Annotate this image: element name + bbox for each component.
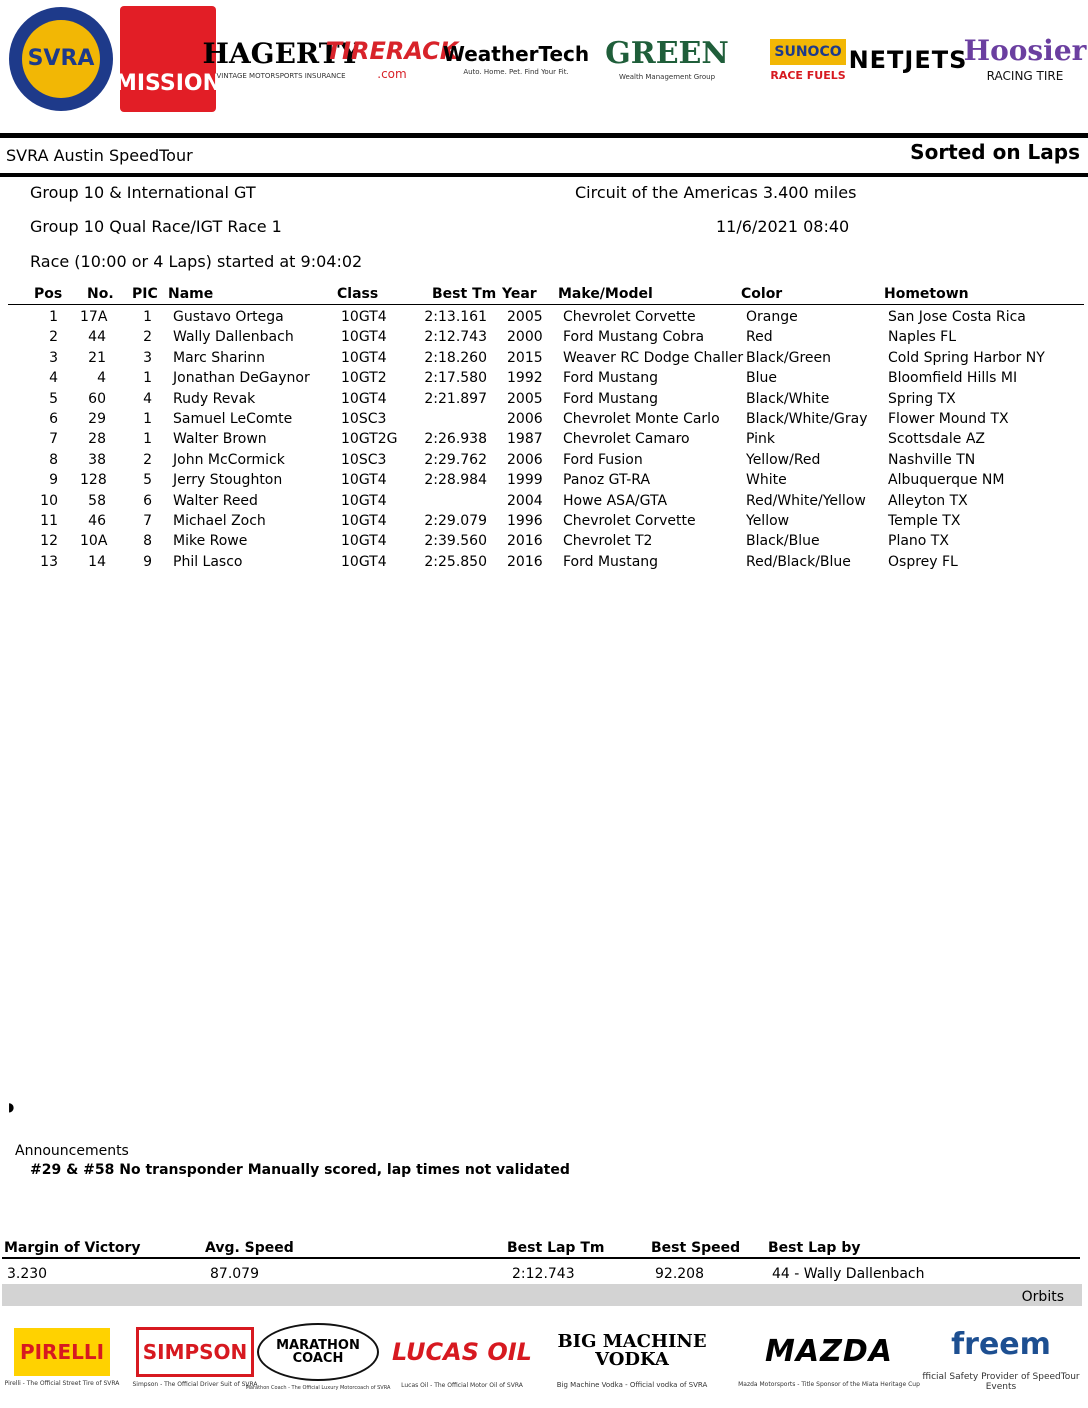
sunoco-logo-text: SUNOCO <box>770 39 845 65</box>
best-lap-by-value: 44 - Wally Dallenbach <box>772 1266 925 1282</box>
announcements-text: #29 & #58 No transponder Manually scored, lap times not validated <box>30 1162 570 1178</box>
netjets-logo-text: NETJETS <box>848 46 968 74</box>
session-datetime: 11/6/2021 08:40 <box>716 217 850 236</box>
cell-year: 2016 <box>507 533 543 550</box>
cell-name: Michael Zoch <box>173 513 266 529</box>
cell-pic: 7 <box>143 513 152 529</box>
cell-make: Chevrolet Camaro <box>563 431 690 448</box>
mission-logo-text: MISSION <box>114 71 222 96</box>
cell-class: 10GT4 <box>341 349 387 366</box>
cell-color: Red/White/Yellow <box>746 492 866 509</box>
sponsor-logo-simpson <box>132 1312 258 1402</box>
cell-best: 2:26.938 <box>424 431 487 448</box>
cell-no: 38 <box>88 451 106 468</box>
cell-color: White <box>746 472 787 489</box>
lucas-oil-caption: Lucas Oil - The Official Motor Oil of SVRA <box>401 1381 523 1389</box>
cell-pos: 7 <box>49 431 58 448</box>
cell-color: Blue <box>746 370 777 387</box>
session-name: Group 10 Qual Race/IGT Race 1 <box>30 217 282 236</box>
cell-name: Samuel LeComte <box>173 411 293 427</box>
col-header-name: Name <box>168 286 214 302</box>
cell-class: 10GT4 <box>341 329 387 346</box>
cell-make: Panoz GT-RA <box>563 472 651 489</box>
sort-label: Sorted on Laps <box>910 140 1080 164</box>
cell-home: Osprey FL <box>888 553 958 570</box>
cell-pic: 6 <box>143 492 152 509</box>
sponsor-strip-bottom <box>0 1306 1088 1408</box>
orbits-brand: Orbits <box>1021 1289 1064 1305</box>
cell-no: 58 <box>88 492 106 509</box>
sponsor-logo-svra <box>6 4 116 114</box>
pirelli-logo-text: PIRELLI <box>14 1328 110 1376</box>
freem-caption: fficial Safety Provider of SpeedTour Events <box>922 1372 1080 1392</box>
sponsor-logo-netjets <box>848 8 968 112</box>
sponsor-logo-lucas-oil <box>392 1312 532 1402</box>
summary-rule <box>2 1257 1080 1259</box>
col-header-hometown: Hometown <box>884 286 969 302</box>
cell-color: Black/Blue <box>746 533 820 550</box>
cell-name: Jerry Stoughton <box>173 472 283 489</box>
hagerty-logo-text: HAGERTY <box>202 37 360 70</box>
cell-pos: 1 <box>49 309 58 325</box>
cell-name: Phil Lasco <box>173 553 243 570</box>
cell-home: Nashville TN <box>888 451 976 468</box>
sponsor-strip-top <box>0 0 1088 128</box>
cell-year: 1999 <box>507 472 543 489</box>
svra-logo-text: SVRA <box>27 46 95 71</box>
cell-pic: 1 <box>143 309 152 325</box>
cell-best: 2:21.897 <box>424 390 487 407</box>
cell-pic: 5 <box>143 472 152 489</box>
cell-no: 21 <box>88 349 106 366</box>
sponsor-logo-hoosier <box>963 8 1087 112</box>
cell-pos: 3 <box>49 349 58 366</box>
footer-bar <box>2 1284 1082 1306</box>
event-name: SVRA Austin SpeedTour <box>6 146 193 165</box>
cell-class: 10SC3 <box>341 411 387 427</box>
cell-best: 2:29.079 <box>424 513 487 529</box>
cell-make: Ford Fusion <box>563 451 643 468</box>
cell-class: 10GT2G <box>341 431 398 448</box>
race-start-info: Race (10:00 or 4 Laps) started at 9:04:02 <box>30 252 363 271</box>
tirerack-logo-text: TIRERACK <box>325 37 459 65</box>
cell-make: Ford Mustang Cobra <box>563 329 705 346</box>
cell-color: Black/White <box>746 390 830 407</box>
cell-class: 10GT4 <box>341 309 387 325</box>
cell-best: 2:39.560 <box>424 533 487 550</box>
col-header-pic: PIC <box>132 286 158 302</box>
sponsor-logo-freem <box>920 1312 1082 1402</box>
cell-name: Jonathan DeGaynor <box>173 370 310 387</box>
big-machine-caption: Big Machine Vodka - Official vodka of SVRA <box>556 1381 708 1389</box>
cell-make: Ford Mustang <box>563 370 659 387</box>
green-caption: Wealth Management Group <box>618 73 716 81</box>
cell-no: 29 <box>88 411 106 427</box>
cell-pos: 11 <box>40 513 58 529</box>
cell-year: 2016 <box>507 553 543 570</box>
cell-home: Alleyton TX <box>888 492 968 509</box>
cell-best: 2:12.743 <box>424 329 487 346</box>
cell-year: 1987 <box>507 431 543 448</box>
cell-pos: 2 <box>49 329 58 346</box>
cell-best: 2:17.580 <box>424 370 487 387</box>
hoosier-logo-text: Hoosier <box>963 34 1087 67</box>
track-name: Circuit of the Americas 3.400 miles <box>575 183 857 202</box>
mazda-caption: Mazda Motorsports - Title Sponsor of the Miata Heritage Cup <box>738 1380 920 1388</box>
best-speed-value: 92.208 <box>655 1266 704 1282</box>
cell-no: 44 <box>88 329 106 346</box>
simpson-caption: Simpson - The Official Driver Suit of SVRA <box>132 1380 258 1388</box>
cell-pos: 4 <box>49 370 58 387</box>
cell-home: Naples FL <box>888 329 957 346</box>
big-machine-logo-text: BIG MACHINE VODKA <box>557 1331 707 1370</box>
cell-pic: 3 <box>143 349 152 366</box>
group-name: Group 10 & International GT <box>30 183 256 202</box>
cell-name: Marc Sharinn <box>173 349 265 366</box>
cell-best: 2:25.850 <box>424 553 487 570</box>
cell-pos: 12 <box>40 533 58 550</box>
cell-home: Bloomfield Hills MI <box>888 370 1018 387</box>
cell-color: Red/Black/Blue <box>746 553 851 570</box>
simpson-logo-text: SIMPSON <box>136 1327 255 1377</box>
cell-color: Yellow/Red <box>746 451 821 468</box>
cell-year: 2006 <box>507 451 543 468</box>
col-header-color: Color <box>741 286 783 302</box>
col-header-best-time: Best Tm <box>432 286 497 302</box>
hoosier-caption: RACING TIRE <box>986 69 1064 83</box>
cell-home: Cold Spring Harbor NY <box>888 349 1045 366</box>
cell-year: 2005 <box>507 390 543 407</box>
cell-class: 10GT4 <box>341 553 387 570</box>
cell-pos: 9 <box>49 472 58 489</box>
cell-class: 10GT4 <box>341 492 387 509</box>
cell-class: 10GT4 <box>341 472 387 489</box>
sponsor-logo-sunoco <box>772 10 844 110</box>
cell-pic: 9 <box>143 553 152 570</box>
col-header-no: No. <box>87 286 114 302</box>
cell-no: 14 <box>88 553 106 570</box>
best-lap-value: 2:12.743 <box>512 1266 575 1282</box>
cell-no: 28 <box>88 431 106 448</box>
cell-color: Pink <box>746 431 776 448</box>
cell-pic: 1 <box>143 370 152 387</box>
cell-best: 2:28.984 <box>424 472 487 489</box>
best-speed-label: Best Speed <box>651 1240 741 1256</box>
cell-pic: 1 <box>143 411 152 427</box>
cell-home: Scottsdale AZ <box>888 431 986 448</box>
sponsor-logo-tirerack <box>325 10 459 110</box>
cell-pic: 2 <box>143 451 152 468</box>
header-rule-bottom <box>0 173 1088 177</box>
avg-speed-label: Avg. Speed <box>205 1240 294 1256</box>
cell-pic: 8 <box>143 533 152 550</box>
sunoco-caption: RACE FUELS <box>770 68 846 82</box>
avg-speed-value: 87.079 <box>210 1266 259 1282</box>
weathertech-caption: Auto. Home. Pet. Find Your Fit. <box>463 68 569 76</box>
cell-class: 10GT4 <box>341 390 387 407</box>
cell-home: Temple TX <box>888 513 961 529</box>
col-header-class: Class <box>337 286 379 302</box>
cell-color: Black/Green <box>746 349 831 366</box>
cell-make: Chevrolet Corvette <box>563 513 696 529</box>
cell-no: 4 <box>97 370 106 387</box>
cell-pic: 1 <box>143 431 152 448</box>
announcements-title: Announcements <box>15 1143 129 1159</box>
cell-pos: 6 <box>49 411 58 427</box>
cell-color: Red <box>746 329 773 346</box>
cell-name: Rudy Revak <box>173 390 256 407</box>
sponsor-logo-mazda <box>738 1312 920 1402</box>
cell-year: 2004 <box>507 492 543 509</box>
weathertech-logo-text: WeatherTech <box>442 42 590 66</box>
sponsor-logo-pirelli <box>6 1312 118 1402</box>
cell-no: 17A <box>80 309 108 325</box>
best-lap-label: Best Lap Tm <box>507 1240 605 1256</box>
green-logo-text: GREEN <box>605 36 729 71</box>
cell-class: 10GT2 <box>341 370 387 387</box>
cell-best: 2:29.762 <box>424 451 487 468</box>
margin-label: Margin of Victory <box>4 1240 141 1256</box>
cell-make: Howe ASA/GTA <box>563 492 668 509</box>
cell-home: Plano TX <box>888 533 949 550</box>
cell-home: Spring TX <box>888 390 956 407</box>
cell-home: Flower Mound TX <box>888 411 1009 427</box>
marathon-logo-text: MARATHON COACH <box>257 1323 379 1381</box>
col-header-make-model: Make/Model <box>558 286 653 302</box>
cell-pos: 13 <box>40 553 58 570</box>
cell-make: Chevrolet Corvette <box>563 309 696 325</box>
hagerty-caption: VINTAGE MOTORSPORTS INSURANCE <box>216 72 346 80</box>
sponsor-logo-hagerty <box>202 10 360 110</box>
header-rule-top <box>0 133 1088 138</box>
margin-value: 3.230 <box>7 1266 48 1282</box>
cell-name: Walter Brown <box>173 431 267 448</box>
cell-best: 2:18.260 <box>424 349 487 366</box>
sponsor-logo-weathertech <box>442 10 590 110</box>
cell-year: 2006 <box>507 411 543 427</box>
cell-no: 128 <box>80 472 107 489</box>
mazda-logo-text: MAZDA <box>765 1333 893 1369</box>
cell-pic: 2 <box>143 329 152 346</box>
cell-year: 2005 <box>507 309 543 325</box>
sponsor-logo-green <box>592 10 742 110</box>
cell-class: 10GT4 <box>341 533 387 550</box>
col-header-pos: Pos <box>34 286 63 302</box>
cell-year: 2000 <box>507 329 543 346</box>
cell-home: Albuquerque NM <box>888 472 1005 489</box>
best-lap-by-label: Best Lap by <box>768 1240 861 1256</box>
col-header-year: Year <box>502 286 537 302</box>
sponsor-logo-marathon <box>245 1312 391 1402</box>
cell-year: 2015 <box>507 349 543 366</box>
cell-make: Weaver RC Dodge Challer <box>563 349 744 366</box>
cell-make: Chevrolet T2 <box>563 533 653 550</box>
cell-pos: 5 <box>49 390 58 407</box>
cell-class: 10GT4 <box>341 513 387 529</box>
lucas-oil-logo-text: LUCAS OIL <box>392 1337 532 1366</box>
marathon-caption: Marathon Coach - The Official Luxury Motorcoach of SVRA <box>245 1385 391 1391</box>
cell-home: San Jose Costa Rica <box>888 309 1026 325</box>
cell-name: Walter Reed <box>173 492 258 509</box>
cell-make: Chevrolet Monte Carlo <box>563 411 720 427</box>
cell-pos: 8 <box>49 451 58 468</box>
cell-pic: 4 <box>143 390 152 407</box>
pirelli-caption: Pirelli - The Official Street Tire of SVRA <box>4 1379 120 1387</box>
tirerack-caption: .com <box>377 67 407 81</box>
sponsor-logo-big-machine <box>540 1312 724 1402</box>
cell-no: 60 <box>88 390 106 407</box>
cell-name: John McCormick <box>173 451 285 468</box>
cell-name: Gustavo Ortega <box>173 309 284 325</box>
cell-name: Mike Rowe <box>173 533 248 550</box>
table-header-rule <box>8 304 1084 305</box>
cell-pos: 10 <box>40 492 58 509</box>
cell-name: Wally Dallenbach <box>173 329 294 346</box>
cell-no: 46 <box>88 513 106 529</box>
cell-make: Ford Mustang <box>563 553 659 570</box>
cell-no: 10A <box>80 533 108 550</box>
cell-class: 10SC3 <box>341 451 387 468</box>
cell-color: Black/White/Gray <box>746 411 868 427</box>
cell-year: 1992 <box>507 370 543 387</box>
freem-logo-text: freem <box>951 1327 1051 1362</box>
stray-mark: ◗ <box>8 1100 15 1114</box>
cell-best: 2:13.161 <box>424 309 487 325</box>
cell-color: Orange <box>746 309 798 325</box>
cell-year: 1996 <box>507 513 543 529</box>
cell-make: Ford Mustang <box>563 390 659 407</box>
cell-color: Yellow <box>746 513 790 529</box>
